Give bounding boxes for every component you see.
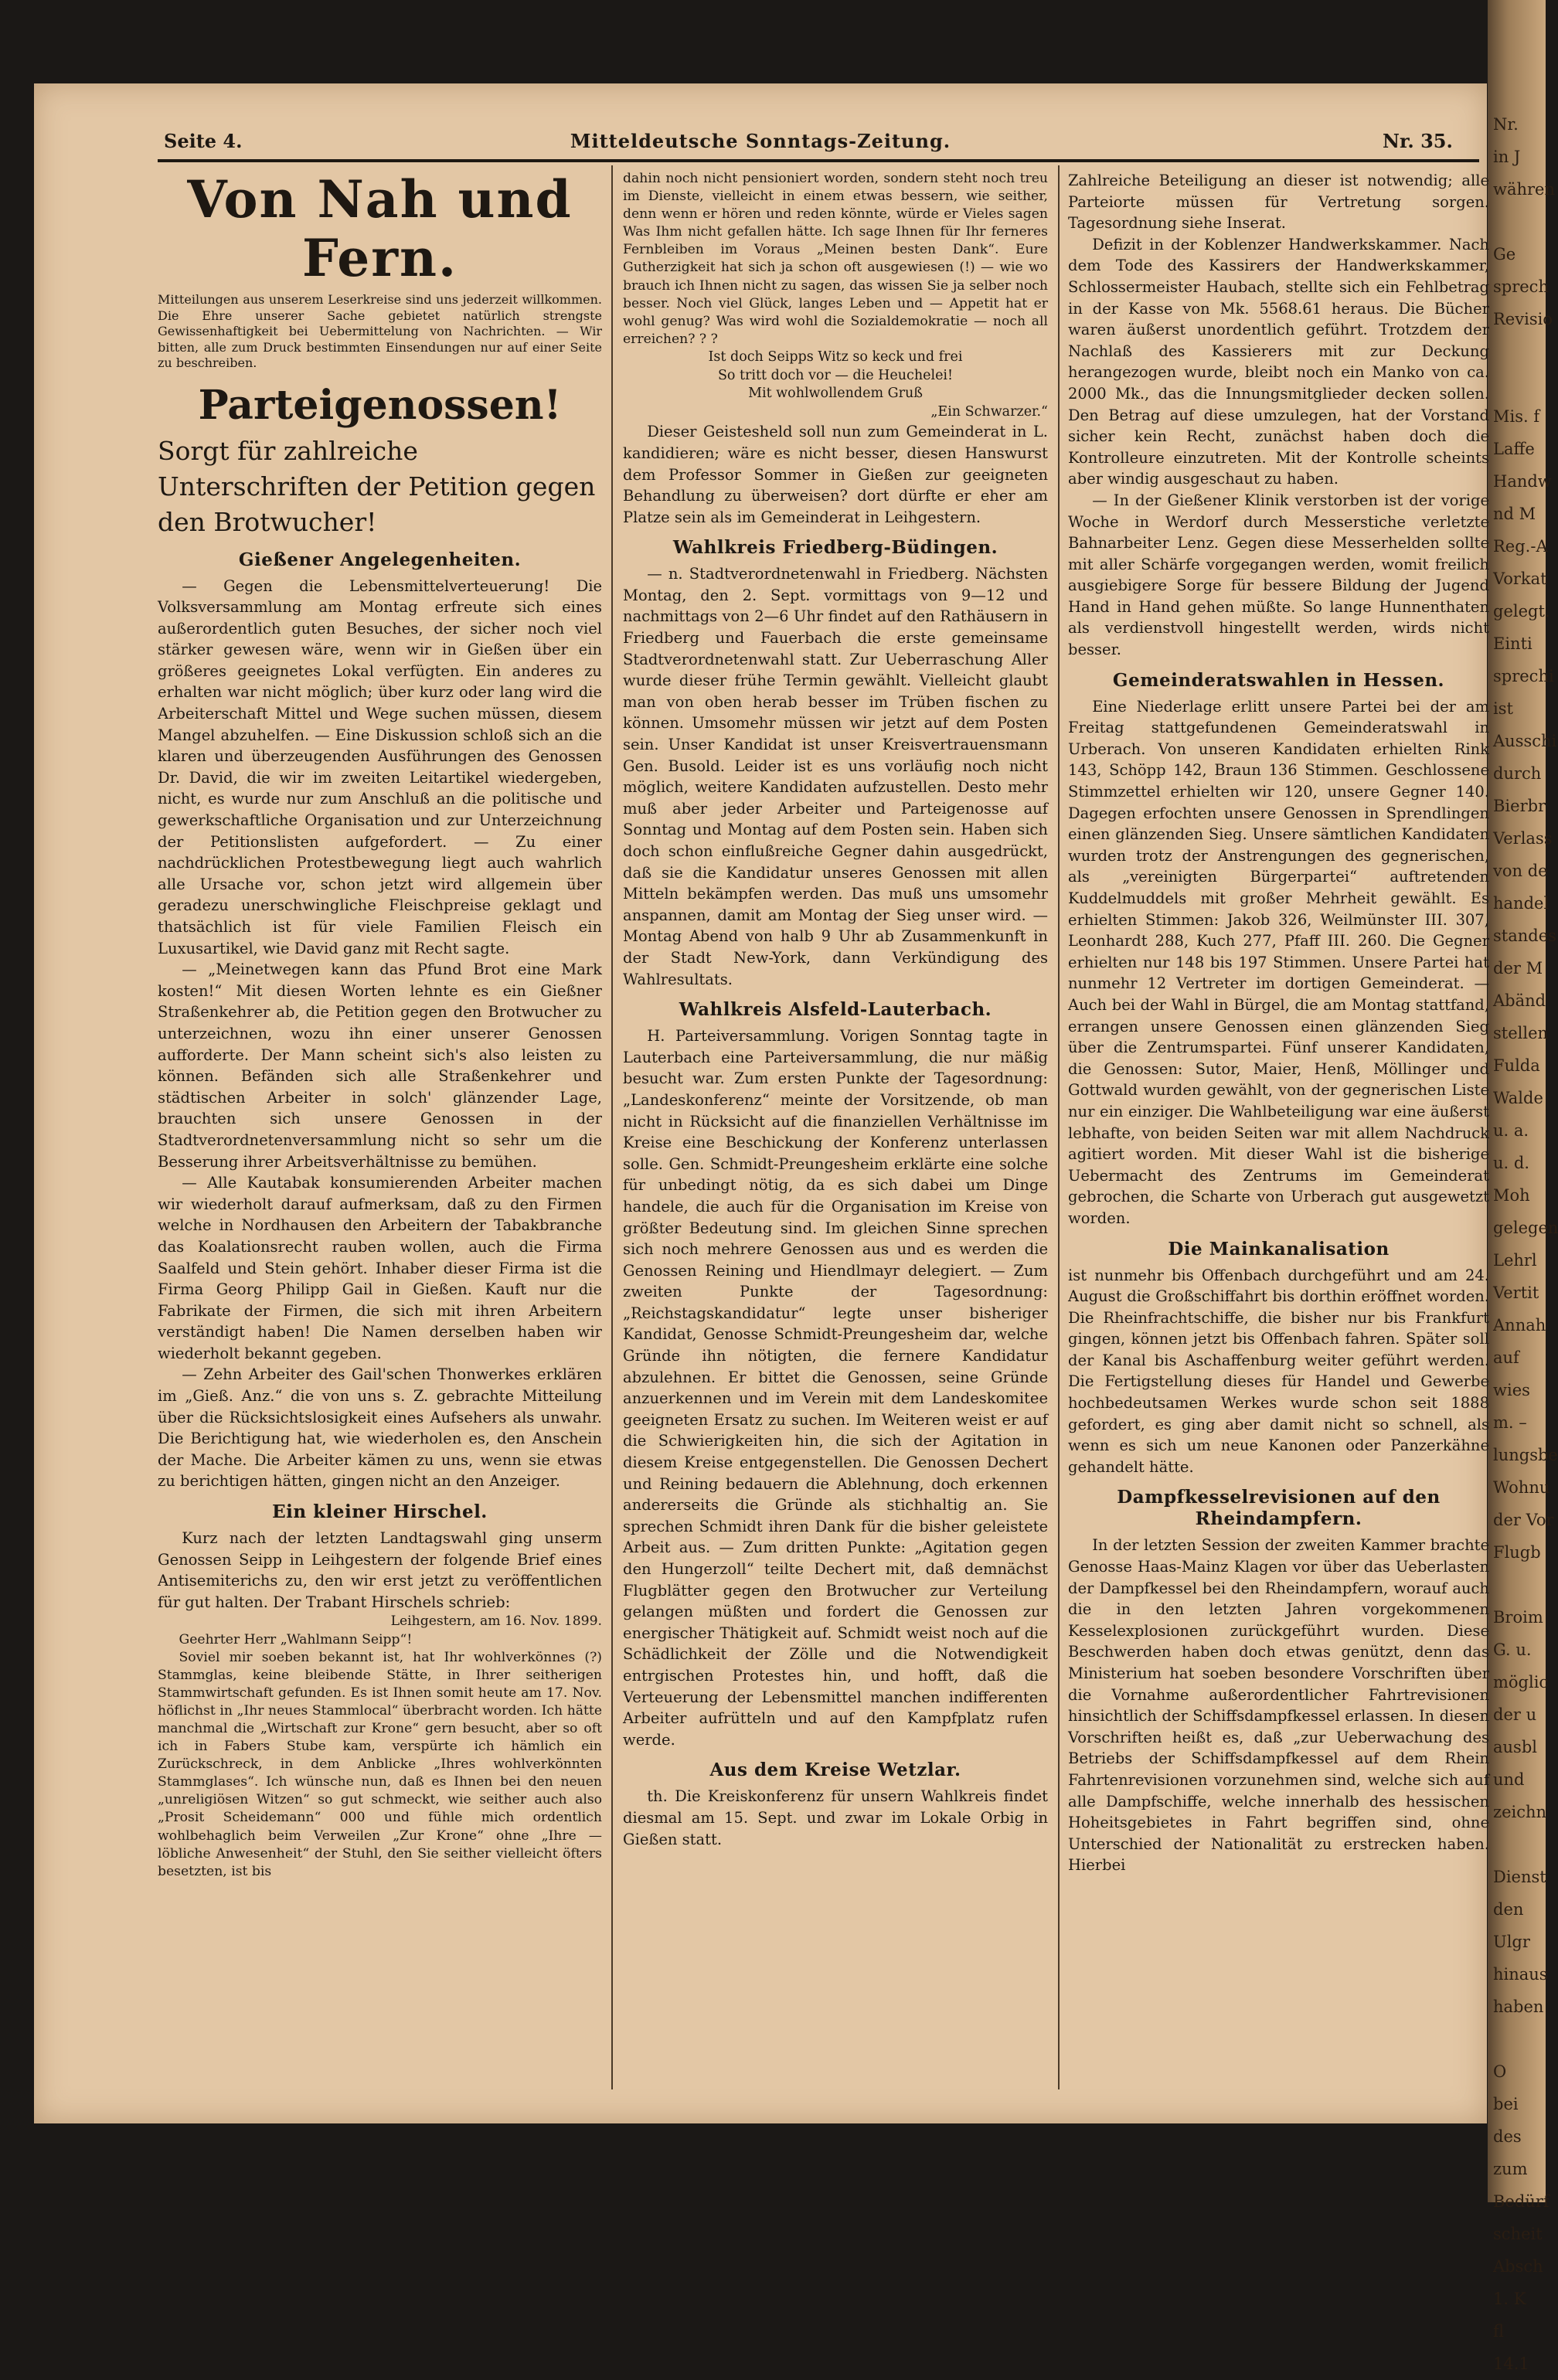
article-paragraph: — n. Stadtverordnetenwahl in Friedberg. Nächsten Montag, den 2. Sept. vormittags von 9—12 und nachmittags von 2—6 Uhr findet auf den Rathäusern in Friedberg und Fauerbach die erste gemeinsame Stadtverordnetenwahl statt. Zur Ueberraschung Aller wurde dieser frühe Termin gewählt. Vielleicht glaubt man von oben herab besser im Trüben fischen zu können. Umsomehr müssen wir jetzt auf dem Posten sein. Unser Kandidat ist unser Kreisvertrauensmann Gen. Busold. Leider ist es uns vorläufig noch nicht möglich, weitere Kandidaten aufzustellen. Desto mehr muß aber jeder Arbeiter und Parteigenosse auf Sonntag und Montag auf dem Posten sein. Haben sich doch schon einflußreiche Gegner dahin ausgedrückt, daß sie die Kandidatur unseres Genossen mit allen Mitteln bekämpfen werden. Das muß uns umsomehr anspannen, damit am Montag der Sieg unser wird. — Montag Abend von halb 9 Uhr ab Zusammenkunft in der Stadt New-York, dann Verkündigung des Wahlresultats. <box>623 565 1048 988</box>
adjacent-page-line: den <box>1493 1900 1524 1919</box>
letter-body: Soviel mir soeben bekannt ist, hat Ihr wohlverkönnes (?) Stammglas, keine bleibende Stätte, in Ihrer seitherigen Stammwirtschaft gefunden. Es ist Ihnen somit heute am 17. Nov. höflichst in „Ihr neues Stammlocal“ überbracht worden. Ich hätte manchmal die „Wirtschaft zur Krone“ gern besucht, aber so oft ich in Fabers Stube kam, verspürte ich hämlich ein Zurückschreck, in dem Anblicke „Ihres wohlverkönnten Stammglases“. Ich wünsche nun, daß es Ihnen bei den neuen „unreligiösen Witzen“ so gut schmeckt, wie seither auch also „Prosit Scheidemann“ 000 und fühle mich ordentlich wohlbehaglich beim Verweilen „Zur Krone“ ohne „Ihre — löbliche Anwesenheit“ der Stuhl, den Sie seither vielleicht öfters besetzten, ist bis <box>158 1649 602 1879</box>
article-paragraph: In der letzten Session der zweiten Kammer brachte Genosse Haas-Mainz Klagen vor über das Ueberlasten der Dampfkessel bei den Rheindampfern, worauf auch die in den letzten Jahren vorgekommenen Kesselexplosionen zurückgeführt wurden. Diese Beschwerden haben doch etwas genützt, denn das Ministerium hat soeben besondere Vorschriften über die Vornahme außerordentlicher Fahrtrevisionen hinsichtlich der Schiffsdampfkessel erlassen. In diesen Vorschriften heißt es, daß „zur Ueberwachung des Betriebs der Schiffsdampfkessel auf dem Rhein Fahrtenrevisionen vorzunehmen sind, welche sich auf alle Dampfschiffe, welche innerhalb des hessischen Hoheitsgebietes in Fahrt begriffen sind, ohne Unterschied der Nationalität zu erstrecken haben. Hierbei <box>1068 1536 1489 1875</box>
section-masthead: Von Nah und Fern. <box>187 169 573 288</box>
adjacent-page-line: Bedürf <box>1493 2192 1549 2211</box>
adjacent-page-line: möglic <box>1493 1673 1549 1692</box>
adjacent-page-line: auf <box>1493 1348 1519 1367</box>
adjacent-page-line: Fulda <box>1493 1056 1540 1075</box>
verse-line: Mit wohlwollendem Gruß <box>748 386 923 402</box>
adjacent-page-line <box>1493 1569 1544 1601</box>
adjacent-page-line: Walde <box>1493 1089 1543 1107</box>
adjacent-page-line: gelegt. <box>1493 602 1550 620</box>
adjacent-page-line: in J <box>1493 148 1521 166</box>
adjacent-page-line: wies <box>1493 1381 1530 1399</box>
article-heading: Wahlkreis Alsfeld-Lauterbach. <box>679 999 992 1021</box>
adjacent-page-line: von de <box>1493 862 1548 880</box>
adjacent-page-line: bei <box>1493 2095 1519 2113</box>
article-heading: Gemeinderatswahlen in Hessen. <box>1112 669 1445 691</box>
article-paragraph: — Alle Kautabak konsumierenden Arbeiter machen wir wiederholt darauf aufmerksam, daß zu den Firmen welche in Nordhausen den Arbeitern der Tabakbranche das Koalationsrecht rauben wollen, auch die Firma Saalfeld und Stein gehört. Inhaber dieser Firma ist die Firma Georg Philipp Gail in Gießen. Kauft nur die Fabrikate der Firmen, die sich mit ihren Arbeitern verständigt haben! Die Namen derselben haben wir wiederholt bekannt gegeben. <box>158 1174 602 1362</box>
article-paragraph: th. Die Kreiskonferenz für unsern Wahlkreis findet diesmal am 15. Sept. und zwar im Lokale Orbig in Gießen statt. <box>623 1787 1048 1848</box>
newspaper-title: Mitteldeutsche Sonntags-Zeitung. <box>570 130 951 152</box>
appeal-title: Parteigenossen! <box>198 381 562 429</box>
section-intro: Mitteilungen aus unserem Leserkreise sind uns jederzeit willkommen. Die Ehre unserer Sache gebietet natürlich strengste Gewissenhaftigkeit bei Uebermittelung von Nachrichten. — Wir bitten, alle zum Druck bestimmten Einsendungen nur auf einer Seite zu beschreiben. <box>158 292 602 370</box>
verse-line: Ist doch Seipps Witz so keck und frei <box>708 348 963 365</box>
adjacent-page-line: nd M <box>1493 505 1536 523</box>
adjacent-page-line: Laffe <box>1493 440 1535 458</box>
adjacent-page-line: der Vor <box>1493 1511 1554 1529</box>
adjacent-page-line: Wohnu <box>1493 1478 1550 1497</box>
adjacent-page-line: ist <box>1493 699 1513 718</box>
adjacent-page-line: Dienst <box>1493 1868 1546 1886</box>
letter-body-continued: dahin noch nicht pensioniert worden, sondern steht noch treu im Dienste, vielleicht in einem etwas bessern, wie seither, denn wenn er hören und reden könnte, würde er Vieles sagen Was Ihm nicht gefallen hätte. Ich sage Ihnen für Ihr ferneres Fernbleiben im Voraus „Meinen besten Dank“. Eure Gutherzigkeit hat sich ja schon oft ausgewiesen (!) — wie wo brauch ich Ihnen nicht zu sagen, das wissen Sie ja selber noch besser. Noch viel Glück, langes Leben und — Appetit hat er wohl genug? Was wird wohl die Sozialdemokratie — noch all erreichen? ? ? <box>623 171 1048 347</box>
adjacent-page-line: sprech <box>1493 277 1549 296</box>
adjacent-page-line: Moh <box>1493 1186 1530 1205</box>
adjacent-page-line: Vorkat <box>1493 570 1547 588</box>
adjacent-page-line: G. u. <box>1493 1640 1532 1659</box>
adjacent-page-line: handel <box>1493 894 1549 913</box>
appeal-subtitle: Sorgt für zahlreiche Unterschriften der Petition gegen den Brotwucher! <box>158 435 596 537</box>
adjacent-page-line: Lehrl <box>1493 1251 1537 1270</box>
letter-signature: „Ein Schwarzer.“ <box>930 403 1048 420</box>
adjacent-page-line: Annah <box>1493 1316 1546 1334</box>
adjacent-page-line: Mis. f <box>1493 407 1540 426</box>
adjacent-page-line: u. a. <box>1493 1121 1529 1140</box>
adjacent-page-line: des <box>1493 2127 1522 2146</box>
column-3 <box>1068 170 1489 2086</box>
article-paragraph: ist nunmehr bis Offenbach durchgeführt und am 24. August die Großschiffahrt bis dorthin eröffnet worden. Die Rheinfrachtschiffe, die bisher nur bis Frankfurt gingen, können jetzt bis Offenbach fahren. Später soll der Kanal bis Aschaffenburg weiter geführt werden. Die Fertigstellung dieses für Handel und Gewerbe hochbedeutsamen Werkes wurde schon seit 1888 gefordert, es ging aber damit nicht so schnell, als wenn es sich um neue Kanonen oder Panzerkähne gehandelt hätte. <box>1068 1266 1489 1476</box>
adjacent-page-line: zeichn <box>1493 1803 1547 1821</box>
adjacent-page-line: währen <box>1493 180 1556 199</box>
adjacent-page-line: Ge <box>1493 245 1516 264</box>
article-heading: Die Mainkanalisation <box>1168 1238 1390 1260</box>
adjacent-page-line: 1. K <box>1493 2290 1526 2308</box>
letter-verse <box>623 348 1048 421</box>
article-heading: Wahlkreis Friedberg-Büdingen. <box>672 537 998 559</box>
adjacent-page-line: ausbl <box>1493 1738 1537 1756</box>
page-label: Seite 4. <box>164 130 243 152</box>
adjacent-page-line: m. – <box>1493 1413 1527 1432</box>
adjacent-page-line: Flugb <box>1493 1543 1541 1562</box>
adjacent-page-line: gelegen <box>1493 1219 1558 1237</box>
adjacent-page-line: Verlass <box>1493 829 1553 848</box>
adjacent-page-line: Nr. <box>1493 115 1519 134</box>
article-paragraph: Zahlreiche Beteiligung an dieser ist notwendig; alle Parteiorte müssen für Vertretung sorgen. Tagesordnung siehe Inserat. <box>1068 172 1489 233</box>
adjacent-page-line: Ulgr <box>1493 1933 1530 1951</box>
article-heading: Ein kleiner Hirschel. <box>272 1501 488 1523</box>
adjacent-page-line: Absch <box>1493 2257 1543 2276</box>
adjacent-page-line: zum <box>1493 2160 1528 2178</box>
adjacent-page-line <box>1493 368 1544 400</box>
adjacent-page-line: durch <box>1493 764 1542 783</box>
adjacent-page-line <box>1493 335 1544 368</box>
adjacent-page-line: fl <box>1493 2322 1505 2341</box>
adjacent-page-line: sprechi <box>1493 667 1554 685</box>
adjacent-page-line: Bierbr <box>1493 797 1546 815</box>
column-rule <box>611 165 613 2089</box>
adjacent-page-line: Einti <box>1493 634 1532 653</box>
column-2 <box>623 170 1048 2086</box>
article-paragraph: Dieser Geistesheld soll nun zum Gemeinderat in L. kandidieren; wäre es nicht besser, diesen Hanswurst dem Professor Sommer in Gießen zur geeigneten Behandlung zu überweisen? dort dürfte er eher am Platze sein als im Gemeinderat in Leihgestern. <box>623 423 1048 526</box>
adjacent-page-line: haben <box>1493 1998 1544 2016</box>
letter-salutation: Geehrter Herr „Wahlmann Seipp“! <box>179 1631 413 1647</box>
adjacent-page-line: der M <box>1493 959 1543 978</box>
article-paragraph: — „Meinetwegen kann das Pfund Brot eine Mark kosten!“ Mit diesen Worten lehnte es ein Gießner Straßenkehrer ab, die Petition gegen den Brotwucher zu unterzeichnen, wozu ihn einer unserer Genossen aufforderte. Der Mann scheint sich's also leisten zu können. Befänden sich alle Straßenkehrer und städtischen Arbeiter in solch' glänzender Lage, brauchten sich unsere Genossen in der Stadtverordnetenversammlung nicht so sehr um die Besserung ihrer Arbeitsverhältnisse zu bemühen. <box>158 960 602 1171</box>
article-paragraph: H. Parteiversammlung. Vorigen Sonntag tagte in Lauterbach eine Parteiversammlung, die nur mäßig besucht war. Zum ersten Punkte der Tagesordnung: „Landeskonferenz“ meinte der Vorsitzende, ob man nicht in Rücksicht auf die finanziellen Verhältnisse im Kreise eine Beschickung der Konferenz unterlassen solle. Gen. Schmidt-Preungesheim erklärte eine solche für unbedingt nötig, da es sich dabei um Dinge handele, die auch für die Organisation im Kreise von größter Bedeutung sind. Im gleichen Sinne sprechen sich noch mehrere Genossen aus und es werden die Genossen Reining und Hiendlmayr delegiert. — Zum zweiten Punkte der Tagesordnung: „Reichstagskandidatur“ legte unser bisheriger Kandidat, Genosse Schmidt-Preungesheim dar, welche Gründe ihn nötigten, die fernere Kandidatur abzulehnen. Er bittet die Genossen, seine Gründe anzuerkennen und im Verein mit dem Landeskomitee geeigneten Ersatz zu suchen. Im Weiteren weist er auf die Schwierigkeiten hin, die sich der Agitation in diesem Kreise entgegenstellen. Die Genossen Dechert und Reining bedauern die Ablehnung, doch erkennen andererseits die Gründe als stichhaltig an. Sie sprechen Schmidt ihren Dank für die bisher geleistete Arbeit aus. — Zum dritten Punkte: „Agitation gegen den Hungerzoll“ teilte Dechert mit, daß demnächst Flugblätter gegen den Brotwucher zur Verteilung gelangen müßten und fordert die Genossen zur energischer Thätigkeit auf. Schmidt weist noch auf die Schädlichkeit der Zölle und die Notwendigkeit entrgischen Protestes hin, und hofft, daß die Verteuerung der Lebensmittel manchen indifferenten Arbeiter aufrütteln und auf den Kampfplatz rufen werde. <box>623 1027 1048 1749</box>
verse-line: So tritt doch vor — die Heuchelei! <box>717 367 954 383</box>
letter-date: Leihgestern, am 16. Nov. 1899. <box>390 1613 602 1630</box>
column-1 <box>158 170 602 2086</box>
adjacent-page-line: O <box>1493 2062 1507 2081</box>
adjacent-page-line: Broim <box>1493 1608 1543 1627</box>
adjacent-page-line: scheit <box>1493 2225 1543 2243</box>
adjacent-page-line: Revisio <box>1493 310 1553 328</box>
adjacent-page-line: Vertit <box>1493 1284 1539 1302</box>
adjacent-page-line: und <box>1493 1770 1525 1789</box>
article-heading: Aus dem Kreise Wetzlar. <box>709 1760 961 1781</box>
article-paragraph: — Gegen die Lebensmittelverteuerung! Die Volksversammlung am Montag erfreute sich eines außerordentlich guten Besuches, der sicher noch viel stärker gewesen wäre, wenn wir in Gießen über ein größeres geeignetes Lokal verfügten. Ein anderes zu erhalten war nicht möglich; über kurz oder lang wird die Arbeiterschaft Mittel und Wege suchen müssen, diesem Mangel abzuhelfen. — Eine Diskussion schloß sich an die klaren und überzeugenden Ausführungen des Genossen Dr. David, die wir im zweiten Leitartikel wiedergeben, nicht, es wurde nur zum Anschluß an die politische und gewerkschaftliche Organisation und zur Unterzeichnung der Petitionslisten aufgefordert. — Zu einer nachdrücklichen Protestbewegung liegt auch wahrlich alle Ursache vor, schon jetzt wird allgemein über geradezu unerschwingliche Fleischpreise geklagt und thatsächlich ist für viele Familien Fleisch ein Luxusartikel, wie David ganz mit Recht sagte. <box>158 576 602 957</box>
adjacent-page-line <box>1493 1828 1544 1861</box>
adjacent-page-text <box>1493 108 1558 2380</box>
adjacent-page-line: der u <box>1493 1705 1537 1724</box>
adjacent-page-line <box>1493 206 1544 238</box>
adjacent-page-line <box>1493 2023 1544 2055</box>
adjacent-page-line: 14.1 <box>1493 2354 1529 2373</box>
adjacent-page-line: Reg.-A <box>1493 537 1548 556</box>
article-paragraph: Eine Niederlage erlitt unsere Partei bei der am Freitag stattgefundenen Gemeinderatswahl in Urberach. Von unseren Kandidaten erhielten Rink 143, Schöpp 142, Braun 136 Stimmen. Geschlossene Stimmzettel erhielten wir 120, unsere Gegner 140. Dagegen erfochten unsere Genossen in Sprendlingen einen glänzenden Sieg. Unsere sämtlichen Kandidaten wurden trotz der Anstrengungen des gegnerischen, als „vereinigten Bürgerpartei“ auftretenden Kuddelmuddels mit großer Mehrheit gewählt. Es erhielten Stimmen: Jakob 326, Weilmünster III. 307, Leonhardt 288, Kuch 277, Pfaff III. 260. Die Gegner erhielten nur 148 bis 197 Stimmen. Unsere Partei hat nunmehr 12 Vertreter im dortigen Gemeinderat. — Auch bei der Wahl in Bürgel, die am Montag stattfand, errangen unsere Genossen einen glänzenden Sieg über die Zentrumspartei. Fünf unserer Kandidaten, die Genossen: Sutor, Maier, Henß, Möllinger und Gottwald wurden gewählt, von der gegnerischen Liste nur ein einziger. Die Wahlbeteiligung war eine äußerst lebhafte, von beiden Seiten war mit allem Nachdruck agitiert worden. Mit dieser Wahl ist die bisherige Uebermacht des Zentrums im Gemeinderat gebrochen, die Scharte von Urberach gut ausgewetzt worden. <box>1068 697 1489 1227</box>
header-rule <box>158 159 1479 162</box>
article-paragraph: Kurz nach der letzten Landtagswahl ging unserm Genossen Seipp in Leihgestern der folgende Brief eines Antisemiterichs zu, den wir erst jetzt zu veröffentlichen für gut halten. Der Trabant Hirschels schrieb: <box>158 1529 602 1611</box>
article-heading: Gießener Angelegenheiten. <box>238 549 522 570</box>
article-paragraph: — Zehn Arbeiter des Gail'schen Thonwerkes erklären im „Gieß. Anz.“ die von uns s. Z. gebrachte Mitteilung über die Rücksichtslosigkeit eines Aufsehers als unwahr. Die Berichtigung hat, wie wiederholen es, den Anschein der Mache. Die Arbeiter kämen zu uns, wenn sie etwas zu berichtigen hätten, gingen nicht an den Anzeiger. <box>158 1365 602 1491</box>
adjacent-page-line: lungsbe <box>1493 1446 1558 1464</box>
adjacent-page-line: Handw <box>1493 472 1552 491</box>
column-rule <box>1058 165 1060 2089</box>
article-paragraph: — In der Gießener Klinik verstorben ist der vorige Woche in Werdorf durch Messerstiche verletzte Bahnarbeiter Lenz. Gegen diese Messerhelden sollte mit aller Schärfe vorgegangen werden, womit freilich ausgiebigere Sorge für bessere Bildung der Jugend Hand in Hand gehen müßte. So lange Hunnenthaten als verdienstvoll hingestellt werden, wirds nicht besser. <box>1068 491 1489 659</box>
article-heading: Dampfkesselrevisionen auf den Rheindampfern. <box>1117 1487 1441 1530</box>
adjacent-page-line: Abänd <box>1493 991 1546 1010</box>
adjacent-page-line: Ausschi <box>1493 732 1557 750</box>
adjacent-page-line: standes <box>1493 926 1556 945</box>
issue-number: Nr. 35. <box>1383 130 1453 152</box>
adjacent-page-line: stellen <box>1493 1024 1549 1042</box>
adjacent-page-line: u. d. <box>1493 1154 1529 1172</box>
article-paragraph: Defizit in der Koblenzer Handwerkskammer. Nach dem Tode des Kassirers der Handwerkskammer, Schlossermeister Haubach, stellte sich ein Fehlbetrag in der Kasse von Mk. 5568.61 heraus. Die Bücher waren äußerst unordentlich geführt. Trotzdem der Nachlaß des Kassierers mit zur Deckung herangezogen wurde, bleibt noch ein Manko von ca. 2000 Mk., das die Innungsmitglieder decken sollen. Den Betrag auf diese umzulegen, hat der Vorstand sicher kein Recht, zunächst haben doch die Kontrolleure einzutreten. Mit der Kontrolle scheints aber windig ausgeschaut zu haben. <box>1068 235 1489 488</box>
page-header <box>34 122 1487 156</box>
newspaper-page <box>34 83 1487 2123</box>
adjacent-page-line: hinaus <box>1493 1965 1548 1984</box>
